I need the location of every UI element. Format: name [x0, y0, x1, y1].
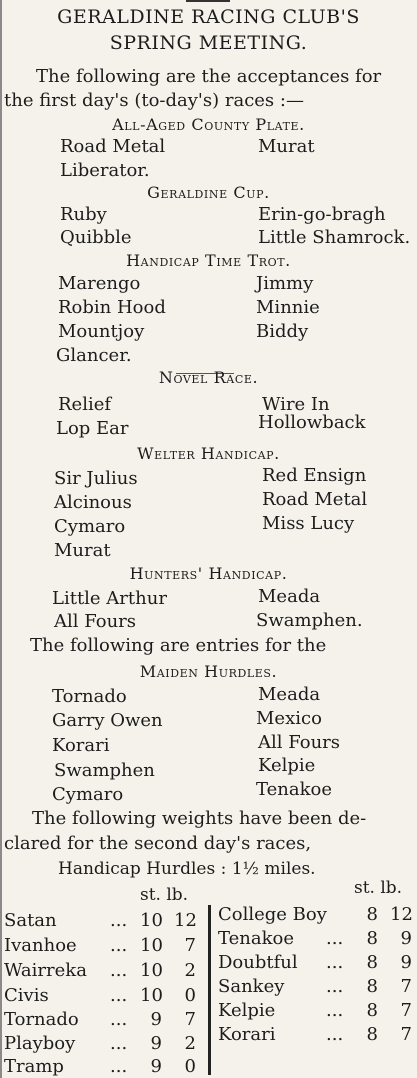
race7-left-1: Garry Owen: [52, 710, 163, 731]
horse-name: Kelpie: [218, 1000, 276, 1021]
leader-dots: ...: [110, 985, 128, 1006]
race2-right-1: Little Shamrock.: [258, 227, 411, 248]
race1-left-0: Road Metal: [60, 136, 166, 157]
horse-name: Ivanhoe: [4, 935, 77, 956]
leader-dots: ...: [110, 1009, 128, 1030]
pounds: 12: [390, 904, 413, 925]
horse-name: Civis: [4, 985, 49, 1006]
pounds: 7: [400, 1024, 412, 1045]
leader-dots: ...: [326, 976, 344, 997]
column-edge: [0, 0, 2, 1078]
race2-right-0: Erin-go-bragh: [258, 204, 386, 225]
race6-left-0: Little Arthur: [52, 588, 167, 609]
race4-right-1: Hollowback: [258, 412, 366, 433]
leader-dots: ...: [326, 1024, 344, 1045]
race-title-all-aged: All-Aged County Plate.: [112, 115, 305, 134]
intro-line-1: The following are the acceptances for: [36, 66, 382, 87]
leader-dots: ...: [110, 1056, 128, 1077]
race3-left-1: Robin Hood: [58, 297, 166, 318]
race5-left-1: Alcinous: [54, 492, 132, 513]
race6-right-1: Swamphen.: [256, 610, 363, 631]
horse-name: Tramp: [4, 1056, 64, 1077]
race3-right-0: Jimmy: [256, 273, 314, 294]
leader-dots: ...: [110, 935, 128, 956]
pounds: 7: [400, 976, 412, 997]
race6-left-1: All Fours: [54, 611, 137, 632]
stones: 8: [366, 928, 378, 949]
race7-right-1: Mexico: [256, 708, 322, 729]
pounds: 9: [400, 928, 412, 949]
race-title-welter: Welter Handicap.: [137, 444, 280, 463]
stones: 9: [150, 1033, 162, 1054]
stones: 9: [150, 1009, 162, 1030]
race7-left-4: Cymaro: [52, 784, 124, 805]
pounds: 0: [184, 1056, 196, 1077]
weights-intro-line-1: The following weights have been de-: [32, 808, 367, 829]
race-title-time-trot: Handicap Time Trot.: [126, 251, 291, 270]
horse-name: Wairreka: [4, 960, 87, 981]
race5-left-2: Cymaro: [54, 516, 126, 537]
race5-right-2: Miss Lucy: [262, 513, 355, 534]
race7-right-4: Tenakoe: [256, 779, 332, 800]
top-rule: [186, 0, 230, 2]
race-title-maiden-hurdles: Maiden Hurdles.: [139, 662, 278, 681]
race7-right-3: Kelpie: [258, 755, 316, 776]
stones: 10: [140, 960, 163, 981]
horse-name: Satan: [4, 910, 57, 931]
stones: 10: [140, 985, 163, 1006]
intro-line-2: the first day's (to-day's) races :—: [4, 90, 304, 111]
headline-line-1: GERALDINE RACING CLUB'S: [57, 6, 360, 28]
race5-left-3: Murat: [54, 540, 111, 561]
race-title-geraldine-cup: Geraldine Cup.: [147, 183, 270, 202]
leader-dots: ...: [110, 910, 128, 931]
horse-name: Korari: [218, 1024, 276, 1045]
headline-line-2: SPRING MEETING.: [109, 32, 308, 54]
pounds: 9: [400, 952, 412, 973]
stones: 8: [366, 1000, 378, 1021]
pounds: 7: [184, 1009, 196, 1030]
race7-right-2: All Fours: [258, 732, 341, 753]
leader-dots: ...: [326, 928, 344, 949]
pounds: 12: [174, 910, 197, 931]
race7-left-0: Tornado: [52, 686, 127, 707]
race2-left-0: Ruby: [60, 204, 107, 225]
pounds: 2: [184, 960, 196, 981]
horse-name: Tornado: [4, 1009, 79, 1030]
stones: 10: [140, 935, 163, 956]
handicap-title: Handicap Hurdles : 1½ miles.: [58, 859, 316, 879]
horse-name: Playboy: [4, 1033, 76, 1054]
race4-left-1: Lop Ear: [56, 418, 129, 439]
race4-left-0: Relief: [58, 394, 112, 415]
leader-dots: ...: [110, 1033, 128, 1054]
race5-right-1: Road Metal: [262, 489, 368, 510]
horse-name: College Boy: [218, 904, 327, 925]
race3-left-3: Glancer.: [56, 345, 132, 366]
leader-dots: ...: [326, 1000, 344, 1021]
stones: 9: [150, 1056, 162, 1077]
column-divider: [208, 905, 211, 1075]
race5-right-0: Red Ensign: [262, 465, 367, 486]
race2-left-1: Quibble: [60, 227, 132, 248]
race1-left-1: Liberator.: [60, 160, 150, 181]
stones: 8: [366, 1024, 378, 1045]
race-title-hunters: Hunters' Handicap.: [129, 564, 288, 583]
race1-right-0: Murat: [258, 136, 315, 157]
stones: 8: [366, 976, 378, 997]
horse-name: Tenakoe: [218, 928, 294, 949]
horse-name: Sankey: [218, 976, 285, 997]
weights-intro-line-2: clared for the second day's races,: [4, 833, 312, 854]
leader-dots: ...: [110, 960, 128, 981]
race3-left-0: Marengo: [58, 273, 141, 294]
race7-left-3: Swamphen: [54, 760, 155, 781]
race3-right-1: Minnie: [256, 297, 320, 318]
race6-right-0: Meada: [258, 586, 321, 607]
pounds: 2: [184, 1033, 196, 1054]
left-col-header: st. lb.: [140, 885, 189, 905]
race5-left-0: Sir Julius: [54, 468, 138, 489]
race3-left-2: Mountjoy: [58, 321, 145, 342]
race4-right-0: Wire In: [262, 394, 330, 415]
race3-right-2: Biddy: [256, 321, 309, 342]
right-col-header: st. lb.: [354, 878, 403, 898]
race7-right-0: Meada: [258, 684, 321, 705]
pounds: 7: [184, 935, 196, 956]
race-title-novel: Novel Race.: [158, 368, 259, 387]
leader-dots: ...: [326, 952, 344, 973]
stones: 10: [140, 910, 163, 931]
horse-name: Doubtful: [218, 952, 298, 973]
stones: 8: [366, 904, 378, 925]
stones: 8: [366, 952, 378, 973]
pounds: 7: [400, 1000, 412, 1021]
race7-left-2: Korari: [52, 735, 110, 756]
entries-intro: The following are entries for the: [30, 635, 327, 656]
pounds: 0: [184, 985, 196, 1006]
